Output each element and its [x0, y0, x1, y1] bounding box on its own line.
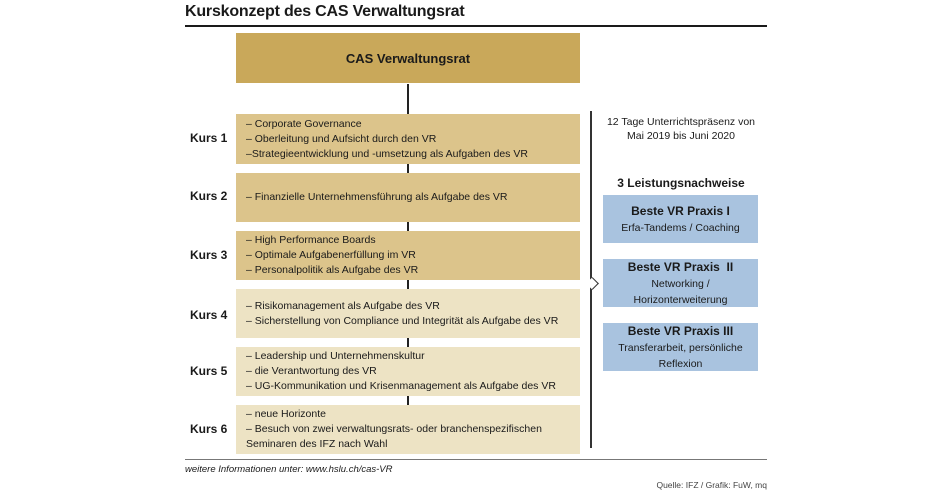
page-title: Kurskonzept des CAS Verwaltungsrat [185, 3, 465, 20]
course-box-1 [236, 114, 580, 164]
connector-line-6 [407, 396, 409, 405]
footer-rule [185, 459, 767, 460]
course-box-4 [236, 289, 580, 338]
course-1-line-1: – Corporate Governance [246, 117, 362, 130]
course-label-5: Kurs 5 [190, 364, 228, 378]
schedule-line-2: Mai 2019 bis Juni 2020 [627, 130, 735, 142]
course-1-line-3: –Strategieentwicklung und -umsetzung als Aufgaben des VR [246, 147, 528, 160]
schedule-line-1: 12 Tage Unterrichtspräsenz von [606, 116, 756, 128]
course-4-line-2: – Sicherstellung von Compliance und Integrität als Aufgabe des VR [246, 314, 559, 327]
course-box-5 [236, 347, 580, 396]
course-box-3 [236, 231, 580, 280]
course-3-line-2: – Optimale Aufgabenerfüllung im VR [246, 249, 416, 261]
practice-box-3 [603, 323, 758, 371]
program-header-label: CAS Verwaltungsrat [345, 50, 471, 66]
course-5-line-3: – UG-Kommunikation und Krisenmanagement als Aufgabe des VR [246, 380, 556, 392]
practice-2-subtitle: Networking / Horizonterweiterung [633, 278, 728, 306]
practice-3-title: Beste VR Praxis III [627, 324, 734, 338]
course-3-line-3: – Personalpolitik als Aufgabe des VR [246, 264, 419, 276]
practice-1-subtitle: Erfa-Tandems / Coaching [621, 222, 740, 234]
assessment-heading: 3 Leistungsnachweise [617, 176, 745, 190]
course-box-6 [236, 405, 580, 454]
course-label-2: Kurs 2 [190, 189, 228, 203]
practice-2-title: Beste VR Praxis II [627, 260, 734, 274]
course-4-line-1: – Risikomanagement als Aufgabe des VR [246, 299, 440, 312]
chevron-right-icon [586, 277, 599, 290]
practice-box-1 [603, 195, 758, 243]
course-label-1: Kurs 1 [190, 131, 228, 145]
connector-line-5 [407, 338, 409, 347]
course-1-line-2: – Oberleitung und Aufsicht durch den VR [246, 132, 437, 145]
course-3-line-1: – High Performance Boards [246, 234, 376, 246]
practice-3-subtitle: Transferarbeit, persönliche Reflexion [618, 342, 743, 370]
practice-1-title: Beste VR Praxis I [631, 204, 730, 218]
source-credit: Quelle: IFZ / Grafik: FuW, mq [656, 480, 767, 490]
connector-line-4 [407, 280, 409, 289]
course-label-3: Kurs 3 [190, 248, 228, 262]
course-box-2 [236, 173, 580, 222]
course-6-line-2: – Besuch von zwei verwaltungsrats- oder branchenspezifischen [246, 423, 542, 435]
more-info-text: weitere Informationen unter: www.hslu.ch/cas-VR [185, 464, 393, 475]
course-6-line-1: – neue Horizonte [246, 408, 326, 420]
title-rule [185, 25, 767, 27]
connector-line-1 [407, 84, 409, 114]
program-header-box [236, 33, 580, 83]
schedule-info [604, 115, 758, 143]
course-label-4: Kurs 4 [190, 308, 228, 322]
course-label-6: Kurs 6 [190, 422, 228, 436]
practice-box-2 [603, 259, 758, 307]
connector-line-3 [407, 222, 409, 231]
course-5-line-1: – Leadership und Unternehmenskultur [246, 350, 425, 362]
course-5-line-2: – die Verantwortung des VR [246, 365, 377, 377]
connector-line-2 [407, 164, 409, 173]
course-6-line-3: Seminaren des IFZ nach Wahl [246, 438, 388, 450]
course-2-line-1: – Finanzielle Unternehmensführung als Aufgabe des VR [246, 191, 508, 203]
